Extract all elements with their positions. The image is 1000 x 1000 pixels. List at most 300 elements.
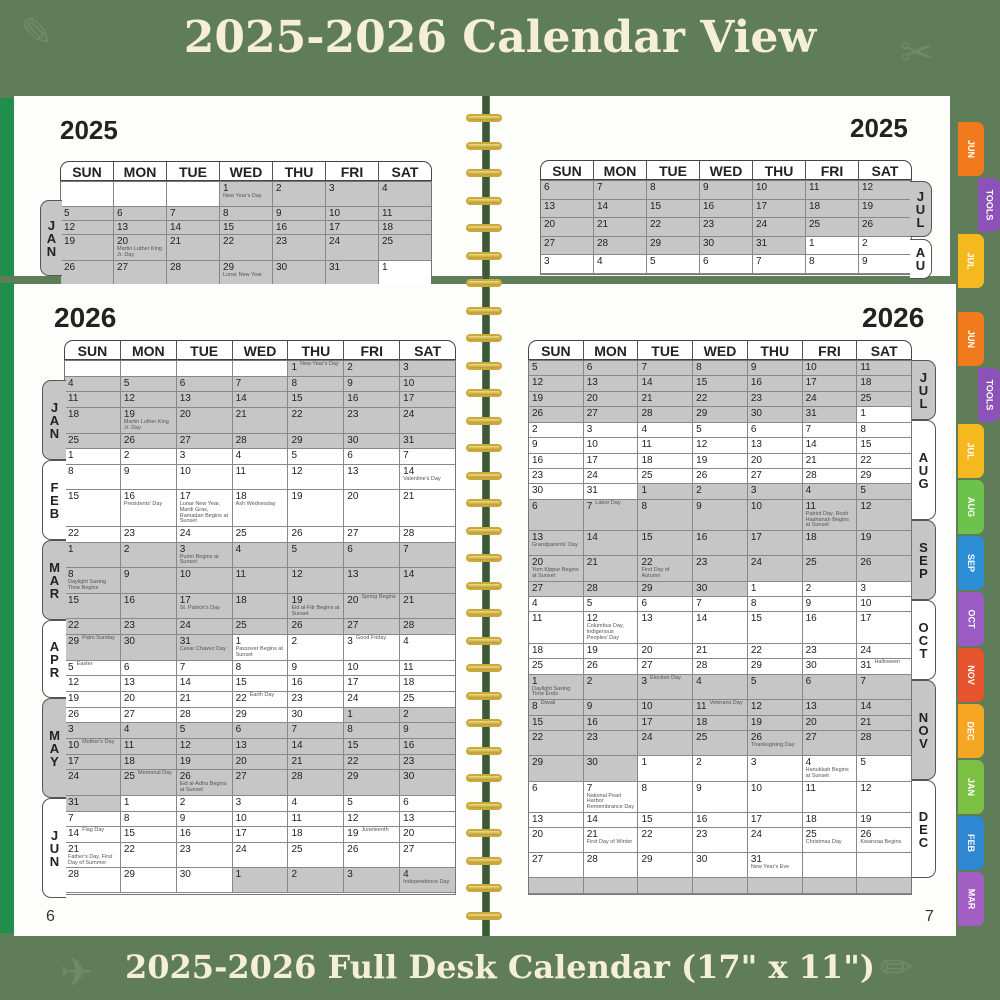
day-cell[interactable] <box>594 200 647 219</box>
day-cell[interactable] <box>344 392 400 408</box>
day-cell[interactable] <box>693 407 748 422</box>
day-cell[interactable] <box>803 438 858 453</box>
day-cell[interactable] <box>693 376 748 391</box>
day-cell[interactable] <box>700 255 753 274</box>
day-cell[interactable] <box>693 756 748 782</box>
day-cell[interactable] <box>288 392 344 408</box>
day-cell[interactable] <box>529 612 584 643</box>
day-cell[interactable] <box>233 723 289 739</box>
day-cell[interactable] <box>177 812 233 828</box>
day-cell[interactable] <box>803 612 858 643</box>
section-tab-sep[interactable] <box>958 536 984 590</box>
day-cell[interactable] <box>857 828 911 853</box>
day-cell[interactable] <box>344 692 400 708</box>
day-cell[interactable] <box>121 490 177 527</box>
day-cell[interactable] <box>273 235 326 261</box>
day-cell[interactable] <box>529 878 584 893</box>
day-cell[interactable] <box>748 644 803 659</box>
day-cell[interactable] <box>541 181 594 200</box>
day-cell[interactable] <box>748 361 803 376</box>
day-cell[interactable] <box>326 235 379 261</box>
day-cell[interactable] <box>233 434 289 450</box>
day-cell[interactable] <box>529 407 584 422</box>
day-cell[interactable] <box>233 594 289 620</box>
day-cell[interactable] <box>177 843 233 869</box>
day-cell[interactable] <box>400 843 455 869</box>
day-cell[interactable] <box>220 207 273 221</box>
day-cell[interactable] <box>529 659 584 674</box>
day-cell[interactable] <box>693 700 748 715</box>
day-cell[interactable] <box>65 692 121 708</box>
day-cell[interactable] <box>379 261 431 286</box>
day-cell[interactable] <box>748 407 803 422</box>
day-cell[interactable] <box>803 813 858 828</box>
day-cell[interactable] <box>693 361 748 376</box>
day-cell[interactable] <box>859 255 911 274</box>
day-cell[interactable] <box>541 237 594 256</box>
day-cell[interactable] <box>803 361 858 376</box>
month-tab-aug[interactable] <box>912 420 936 520</box>
day-cell[interactable] <box>529 484 584 499</box>
day-cell[interactable] <box>288 490 344 527</box>
day-cell[interactable] <box>693 582 748 597</box>
day-cell[interactable] <box>584 731 639 756</box>
day-cell[interactable] <box>273 207 326 221</box>
day-cell[interactable] <box>65 843 121 869</box>
day-cell[interactable] <box>121 434 177 450</box>
day-cell[interactable] <box>121 408 177 434</box>
day-cell[interactable] <box>806 181 859 200</box>
day-cell[interactable] <box>220 182 273 207</box>
day-cell[interactable] <box>748 878 803 893</box>
day-cell[interactable] <box>177 796 233 812</box>
day-cell[interactable] <box>121 755 177 771</box>
day-cell[interactable] <box>803 828 858 853</box>
day-cell[interactable] <box>400 676 455 692</box>
day-cell[interactable] <box>638 438 693 453</box>
day-cell[interactable] <box>693 782 748 813</box>
day-cell[interactable] <box>400 361 455 377</box>
day-cell[interactable] <box>220 235 273 261</box>
day-cell[interactable] <box>344 635 400 661</box>
day-cell[interactable] <box>400 465 455 490</box>
day-cell[interactable] <box>121 527 177 543</box>
section-tab-jul[interactable] <box>958 424 984 478</box>
day-cell[interactable] <box>65 739 121 755</box>
day-cell[interactable] <box>748 675 803 701</box>
day-cell[interactable] <box>121 449 177 465</box>
day-cell[interactable] <box>65 619 121 635</box>
day-cell[interactable] <box>753 181 806 200</box>
day-cell[interactable] <box>65 377 121 393</box>
day-cell[interactable] <box>584 756 639 782</box>
day-cell[interactable] <box>400 739 455 755</box>
day-cell[interactable] <box>400 770 455 796</box>
day-cell[interactable] <box>857 813 911 828</box>
day-cell[interactable] <box>693 484 748 499</box>
day-cell[interactable] <box>594 218 647 237</box>
day-cell[interactable] <box>400 619 455 635</box>
day-cell[interactable] <box>233 755 289 771</box>
day-cell[interactable] <box>65 827 121 843</box>
day-cell[interactable] <box>344 490 400 527</box>
day-cell[interactable] <box>233 661 289 677</box>
section-tab-jun[interactable] <box>958 312 984 366</box>
day-cell[interactable] <box>344 434 400 450</box>
day-cell[interactable] <box>748 531 803 556</box>
day-cell[interactable] <box>748 500 803 531</box>
day-cell[interactable] <box>167 221 220 235</box>
day-cell[interactable] <box>233 619 289 635</box>
day-cell[interactable] <box>233 543 289 569</box>
day-cell[interactable] <box>748 782 803 813</box>
day-cell[interactable] <box>748 853 803 878</box>
day-cell[interactable] <box>114 261 167 286</box>
day-cell[interactable] <box>400 661 455 677</box>
day-cell[interactable] <box>344 408 400 434</box>
day-cell[interactable] <box>344 723 400 739</box>
day-cell[interactable] <box>693 853 748 878</box>
day-cell[interactable] <box>233 827 289 843</box>
day-cell[interactable] <box>167 207 220 221</box>
day-cell[interactable] <box>803 675 858 701</box>
day-cell[interactable] <box>167 235 220 261</box>
day-cell[interactable] <box>65 543 121 569</box>
day-cell[interactable] <box>584 484 639 499</box>
day-cell[interactable] <box>584 878 639 893</box>
day-cell[interactable] <box>177 465 233 490</box>
day-cell[interactable] <box>288 568 344 594</box>
day-cell[interactable] <box>65 568 121 594</box>
day-cell[interactable] <box>584 531 639 556</box>
day-cell[interactable] <box>233 676 289 692</box>
day-cell[interactable] <box>288 619 344 635</box>
day-cell[interactable] <box>288 755 344 771</box>
day-cell[interactable] <box>748 756 803 782</box>
day-cell[interactable] <box>400 408 455 434</box>
day-cell[interactable] <box>693 813 748 828</box>
day-cell[interactable] <box>584 853 639 878</box>
day-cell[interactable] <box>121 827 177 843</box>
day-cell[interactable] <box>748 828 803 853</box>
day-cell[interactable] <box>693 556 748 582</box>
day-cell[interactable] <box>803 454 858 469</box>
day-cell[interactable] <box>344 770 400 796</box>
day-cell[interactable] <box>400 708 455 724</box>
section-tab-aug[interactable] <box>958 480 984 534</box>
day-cell[interactable] <box>541 218 594 237</box>
day-cell[interactable] <box>857 853 911 878</box>
day-cell[interactable] <box>584 716 639 731</box>
day-cell[interactable] <box>638 813 693 828</box>
day-cell[interactable] <box>61 221 114 235</box>
day-cell[interactable] <box>177 490 233 527</box>
day-cell[interactable] <box>584 612 639 643</box>
day-cell[interactable] <box>803 644 858 659</box>
day-cell[interactable] <box>288 770 344 796</box>
month-tab-jan[interactable] <box>42 380 66 460</box>
day-cell[interactable] <box>529 500 584 531</box>
day-cell[interactable] <box>288 543 344 569</box>
day-cell[interactable] <box>288 796 344 812</box>
day-cell[interactable] <box>121 796 177 812</box>
day-cell[interactable] <box>803 731 858 756</box>
section-tab-tools[interactable] <box>978 178 1000 232</box>
day-cell[interactable] <box>400 692 455 708</box>
day-cell[interactable] <box>344 827 400 843</box>
day-cell[interactable] <box>177 692 233 708</box>
day-cell[interactable] <box>584 828 639 853</box>
day-cell[interactable] <box>529 597 584 612</box>
day-cell[interactable] <box>529 438 584 453</box>
day-cell[interactable] <box>65 408 121 434</box>
day-cell[interactable] <box>65 434 121 450</box>
day-cell[interactable] <box>233 635 289 661</box>
day-cell[interactable] <box>529 531 584 556</box>
day-cell[interactable] <box>638 782 693 813</box>
day-cell[interactable] <box>803 700 858 715</box>
day-cell[interactable] <box>748 484 803 499</box>
day-cell[interactable] <box>857 423 911 438</box>
day-cell[interactable] <box>857 407 911 422</box>
day-cell[interactable] <box>693 878 748 893</box>
day-cell[interactable] <box>65 723 121 739</box>
day-cell[interactable] <box>121 594 177 620</box>
day-cell[interactable] <box>638 469 693 484</box>
day-cell[interactable] <box>177 527 233 543</box>
day-cell[interactable] <box>121 392 177 408</box>
day-cell[interactable] <box>273 221 326 235</box>
day-cell[interactable] <box>177 723 233 739</box>
day-cell[interactable] <box>859 237 911 256</box>
day-cell[interactable] <box>638 716 693 731</box>
day-cell[interactable] <box>177 635 233 661</box>
day-cell[interactable] <box>647 200 700 219</box>
day-cell[interactable] <box>584 597 639 612</box>
day-cell[interactable] <box>693 597 748 612</box>
day-cell[interactable] <box>121 868 177 893</box>
day-cell[interactable] <box>121 377 177 393</box>
section-tab-mar[interactable] <box>958 872 984 926</box>
day-cell[interactable] <box>177 827 233 843</box>
day-cell[interactable] <box>857 716 911 731</box>
day-cell[interactable] <box>638 597 693 612</box>
day-cell[interactable] <box>529 469 584 484</box>
day-cell[interactable] <box>857 361 911 376</box>
day-cell[interactable] <box>400 568 455 594</box>
day-cell[interactable] <box>288 361 344 377</box>
day-cell[interactable] <box>121 543 177 569</box>
day-cell[interactable] <box>400 543 455 569</box>
day-cell[interactable] <box>753 200 806 219</box>
day-cell[interactable] <box>584 582 639 597</box>
day-cell[interactable] <box>400 392 455 408</box>
day-cell[interactable] <box>859 218 911 237</box>
day-cell[interactable] <box>177 361 233 377</box>
day-cell[interactable] <box>638 700 693 715</box>
month-tab-nov[interactable] <box>912 680 936 780</box>
day-cell[interactable] <box>529 782 584 813</box>
day-cell[interactable] <box>233 527 289 543</box>
day-cell[interactable] <box>344 361 400 377</box>
day-cell[interactable] <box>748 556 803 582</box>
day-cell[interactable] <box>584 423 639 438</box>
day-cell[interactable] <box>857 500 911 531</box>
day-cell[interactable] <box>114 221 167 235</box>
day-cell[interactable] <box>638 407 693 422</box>
day-cell[interactable] <box>647 218 700 237</box>
day-cell[interactable] <box>857 782 911 813</box>
day-cell[interactable] <box>400 868 455 893</box>
day-cell[interactable] <box>344 739 400 755</box>
day-cell[interactable] <box>693 438 748 453</box>
section-tab-feb[interactable] <box>958 816 984 870</box>
day-cell[interactable] <box>529 675 584 701</box>
section-tab-jul[interactable] <box>958 234 984 288</box>
day-cell[interactable] <box>748 438 803 453</box>
day-cell[interactable] <box>803 500 858 531</box>
month-tab-sep[interactable] <box>912 520 936 600</box>
section-tab-tools[interactable] <box>978 368 1000 422</box>
day-cell[interactable] <box>748 659 803 674</box>
day-cell[interactable] <box>529 756 584 782</box>
day-cell[interactable] <box>233 692 289 708</box>
day-cell[interactable] <box>857 700 911 715</box>
month-tab-may[interactable] <box>42 698 66 798</box>
day-cell[interactable] <box>177 755 233 771</box>
day-cell[interactable] <box>748 392 803 407</box>
day-cell[interactable] <box>748 700 803 715</box>
day-cell[interactable] <box>288 868 344 893</box>
day-cell[interactable] <box>803 376 858 391</box>
day-cell[interactable] <box>748 813 803 828</box>
day-cell[interactable] <box>288 676 344 692</box>
day-cell[interactable] <box>344 812 400 828</box>
day-cell[interactable] <box>288 635 344 661</box>
day-cell[interactable] <box>288 449 344 465</box>
day-cell[interactable] <box>121 770 177 796</box>
day-cell[interactable] <box>693 731 748 756</box>
day-cell[interactable] <box>114 207 167 221</box>
day-cell[interactable] <box>541 255 594 274</box>
day-cell[interactable] <box>326 261 379 286</box>
day-cell[interactable] <box>400 723 455 739</box>
day-cell[interactable] <box>233 377 289 393</box>
day-cell[interactable] <box>288 739 344 755</box>
day-cell[interactable] <box>400 490 455 527</box>
day-cell[interactable] <box>400 812 455 828</box>
day-cell[interactable] <box>693 612 748 643</box>
day-cell[interactable] <box>121 465 177 490</box>
day-cell[interactable] <box>344 543 400 569</box>
day-cell[interactable] <box>806 218 859 237</box>
day-cell[interactable] <box>857 438 911 453</box>
day-cell[interactable] <box>638 361 693 376</box>
day-cell[interactable] <box>584 500 639 531</box>
day-cell[interactable] <box>857 756 911 782</box>
day-cell[interactable] <box>344 796 400 812</box>
day-cell[interactable] <box>803 556 858 582</box>
day-cell[interactable] <box>121 361 177 377</box>
day-cell[interactable] <box>233 361 289 377</box>
day-cell[interactable] <box>61 235 114 261</box>
day-cell[interactable] <box>65 708 121 724</box>
day-cell[interactable] <box>584 813 639 828</box>
day-cell[interactable] <box>529 556 584 582</box>
day-cell[interactable] <box>529 361 584 376</box>
day-cell[interactable] <box>233 843 289 869</box>
day-cell[interactable] <box>233 408 289 434</box>
day-cell[interactable] <box>584 454 639 469</box>
day-cell[interactable] <box>584 392 639 407</box>
day-cell[interactable] <box>803 659 858 674</box>
day-cell[interactable] <box>121 676 177 692</box>
day-cell[interactable] <box>344 449 400 465</box>
day-cell[interactable] <box>857 612 911 643</box>
day-cell[interactable] <box>803 597 858 612</box>
day-cell[interactable] <box>65 490 121 527</box>
day-cell[interactable] <box>288 843 344 869</box>
day-cell[interactable] <box>400 449 455 465</box>
day-cell[interactable] <box>61 261 114 286</box>
section-tab-nov[interactable] <box>958 648 984 702</box>
day-cell[interactable] <box>65 635 121 661</box>
day-cell[interactable] <box>638 828 693 853</box>
day-cell[interactable] <box>177 434 233 450</box>
day-cell[interactable] <box>177 543 233 569</box>
day-cell[interactable] <box>65 770 121 796</box>
day-cell[interactable] <box>114 182 167 207</box>
day-cell[interactable] <box>344 868 400 893</box>
day-cell[interactable] <box>638 392 693 407</box>
day-cell[interactable] <box>753 237 806 256</box>
day-cell[interactable] <box>288 661 344 677</box>
day-cell[interactable] <box>344 594 400 620</box>
day-cell[interactable] <box>288 692 344 708</box>
month-tab-dec[interactable] <box>912 780 936 878</box>
day-cell[interactable] <box>273 182 326 207</box>
day-cell[interactable] <box>121 843 177 869</box>
day-cell[interactable] <box>803 582 858 597</box>
day-cell[interactable] <box>594 181 647 200</box>
day-cell[interactable] <box>121 723 177 739</box>
day-cell[interactable] <box>803 853 858 878</box>
day-cell[interactable] <box>647 255 700 274</box>
day-cell[interactable] <box>400 594 455 620</box>
day-cell[interactable] <box>584 700 639 715</box>
day-cell[interactable] <box>233 770 289 796</box>
day-cell[interactable] <box>233 739 289 755</box>
month-tab-mar[interactable] <box>42 540 66 620</box>
day-cell[interactable] <box>177 708 233 724</box>
section-tab-oct[interactable] <box>958 592 984 646</box>
day-cell[interactable] <box>803 407 858 422</box>
day-cell[interactable] <box>857 731 911 756</box>
day-cell[interactable] <box>233 568 289 594</box>
day-cell[interactable] <box>326 221 379 235</box>
month-tab-jun[interactable] <box>42 798 66 898</box>
day-cell[interactable] <box>857 597 911 612</box>
month-tab-au[interactable] <box>910 239 932 279</box>
day-cell[interactable] <box>857 469 911 484</box>
day-cell[interactable] <box>288 594 344 620</box>
day-cell[interactable] <box>344 708 400 724</box>
day-cell[interactable] <box>647 237 700 256</box>
month-tab-feb[interactable] <box>42 460 66 540</box>
day-cell[interactable] <box>344 527 400 543</box>
day-cell[interactable] <box>748 716 803 731</box>
day-cell[interactable] <box>857 376 911 391</box>
